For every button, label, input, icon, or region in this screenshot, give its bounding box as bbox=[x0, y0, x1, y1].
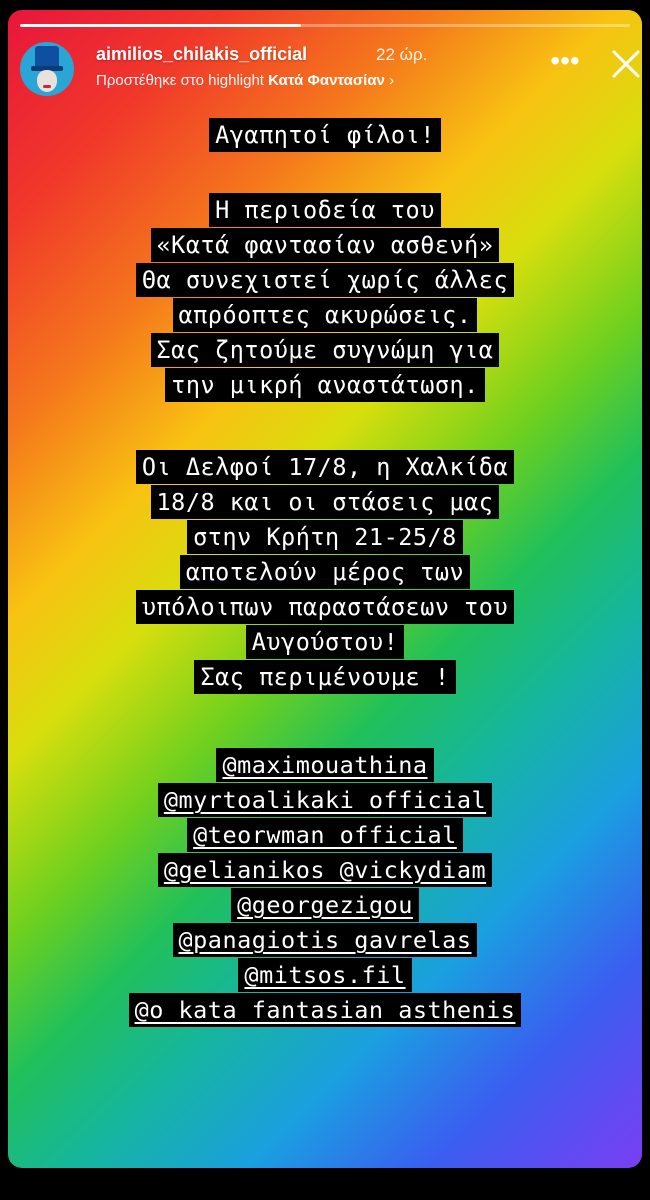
highlight-added-text: Προστέθηκε στο highlight bbox=[96, 72, 264, 89]
mention-link[interactable]: @o_kata_fantasian_asthenis bbox=[129, 993, 522, 1027]
greeting-block bbox=[8, 118, 642, 153]
avatar-hat bbox=[35, 46, 59, 68]
text-line: στην Κρήτη 21-25/8 bbox=[187, 520, 463, 554]
mention-link[interactable]: @panagiotis_gavrelas bbox=[173, 923, 478, 957]
text-line: Οι Δελφοί 17/8, η Χαλκίδα bbox=[136, 450, 514, 484]
mention-link[interactable]: @maximouathina bbox=[216, 748, 433, 782]
mention-link[interactable]: @teorwman_official bbox=[187, 818, 463, 852]
text-line: αποτελούν μέρος των bbox=[180, 555, 470, 589]
text-line: απρόοπτες ακυρώσεις. bbox=[173, 298, 478, 332]
text-line: Η περιοδεία του bbox=[209, 193, 441, 227]
mention-link[interactable]: @georgezigou bbox=[231, 888, 419, 922]
text-line: την μικρή αναστάτωση. bbox=[165, 368, 485, 402]
text-line: Αυγούστου! bbox=[246, 625, 404, 659]
highlight-name[interactable]: Κατά Φαντασίαν bbox=[268, 72, 385, 89]
avatar-mouth bbox=[43, 85, 51, 88]
chevron-right-icon: › bbox=[389, 72, 395, 89]
text-line: Σας ζητούμε συγνώμη για bbox=[151, 333, 500, 367]
more-icon[interactable]: ••• bbox=[550, 45, 580, 76]
paragraph-2 bbox=[8, 450, 642, 695]
story-frame[interactable] bbox=[8, 10, 642, 1168]
username-link[interactable]: aimilios_chilakis_official bbox=[96, 44, 308, 64]
story-header bbox=[20, 40, 634, 96]
text-line: υπόλοιπων παραστάσεων του bbox=[136, 590, 514, 624]
story-progress-fill bbox=[20, 24, 301, 27]
post-time: 22 ώρ. bbox=[376, 45, 428, 64]
mention-link[interactable]: @mitsos.fil bbox=[238, 958, 411, 992]
story-progress-bar bbox=[20, 24, 630, 27]
text-line: «Κατά φαντασίαν ασθενή» bbox=[151, 228, 500, 262]
text-line: 18/8 και οι στάσεις μας bbox=[151, 485, 500, 519]
close-icon[interactable] bbox=[606, 44, 642, 84]
greeting-line: Αγαπητοί φίλοι! bbox=[209, 118, 441, 152]
paragraph-1 bbox=[8, 193, 642, 403]
avatar-face bbox=[37, 70, 57, 92]
text-line: Σας περιμένουμε ! bbox=[194, 660, 455, 694]
highlight-info[interactable] bbox=[96, 72, 394, 89]
mention-link[interactable]: @gelianikos @vickydiam bbox=[158, 853, 492, 887]
mention-link[interactable]: @myrtoalikaki_official bbox=[158, 783, 492, 817]
text-line: Θα συνεχιστεί χωρίς άλλες bbox=[136, 263, 514, 297]
mentions-block bbox=[8, 748, 642, 1028]
avatar[interactable] bbox=[20, 42, 74, 96]
